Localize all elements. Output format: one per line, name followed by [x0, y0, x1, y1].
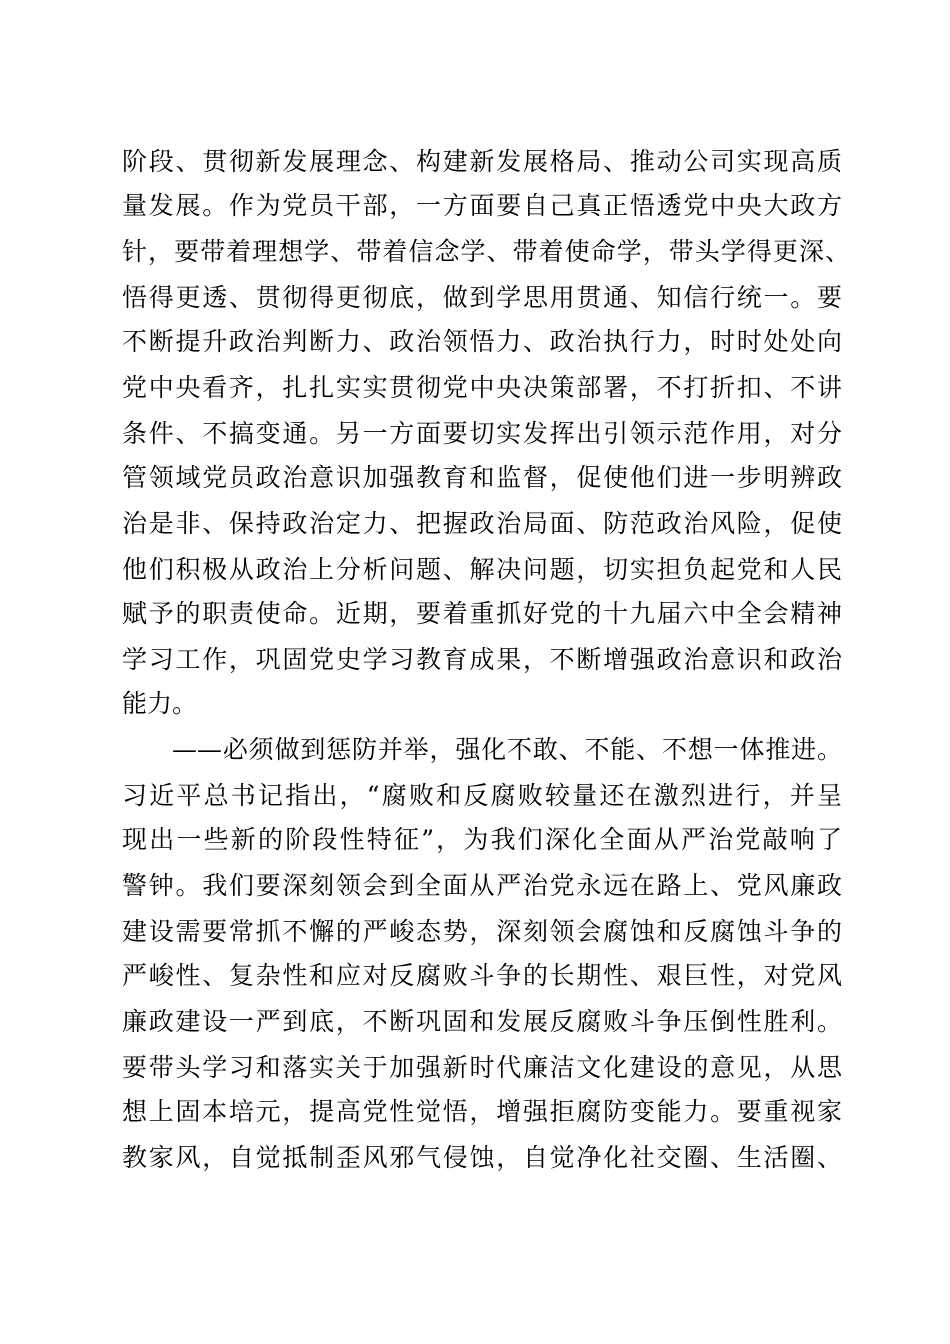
text-line: 管领域党员政治意识加强教育和监督，促使他们进一步明辨政 [122, 463, 842, 492]
text-line: 廉政建设一严到底，不断巩固和发展反腐败斗争压倒性胜利。 [122, 1007, 842, 1036]
text-line: 现出一些新的阶段性特征”，为我们深化全面从严治党敲响了 [122, 825, 842, 854]
text-line: 治是非、保持政治定力、把握政治局面、防范政治风险，促使 [122, 509, 842, 538]
section-heading-line: ——必须做到惩防并举，强化不敢、不能、不想一体推进。 [172, 735, 842, 764]
text-line: 警钟。我们要深刻领会到全面从严治党永远在路上、党风廉政 [122, 871, 842, 900]
text-line: 条件、不搞变通。另一方面要切实发挥出引领示范作用，对分 [122, 419, 842, 448]
text-line: 学习工作，巩固党史学习教育成果，不断增强政治意识和政治 [122, 645, 842, 674]
text-line: 习近平总书记指出，“腐败和反腐败较量还在激烈进行，并呈 [122, 781, 842, 810]
text-line: 想上固本培元，提高党性觉悟，增强拒腐防变能力。要重视家 [122, 1097, 842, 1126]
text-line: 不断提升政治判断力、政治领悟力、政治执行力，时时处处向 [122, 327, 842, 356]
text-line: 党中央看齐，扎扎实实贯彻党中央决策部署，不打折扣、不讲 [122, 373, 842, 402]
text-line: 能力。 [122, 689, 198, 718]
text-line: 要带头学习和落实关于加强新时代廉洁文化建设的意见，从思 [122, 1053, 842, 1082]
text-line: 悟得更透、贯彻得更彻底，做到学思用贯通、知信行统一。要 [122, 283, 842, 312]
text-line: 他们积极从政治上分析问题、解决问题，切实担负起党和人民 [122, 555, 842, 584]
text-line: 针，要带着理想学、带着信念学、带着使命学，带头学得更深、 [122, 237, 850, 266]
text-line: 赋予的职责使命。近期，要着重抓好党的十九届六中全会精神 [122, 599, 842, 628]
text-line: 量发展。作为党员干部，一方面要自己真正悟透党中央大政方 [122, 191, 842, 220]
text-line: 阶段、贯彻新发展理念、构建新发展格局、推动公司实现高质 [122, 147, 842, 176]
text-line: 教家风，自觉抵制歪风邪气侵蚀，自觉净化社交圈、生活圈、 [122, 1143, 842, 1172]
text-line: 严峻性、复杂性和应对反腐败斗争的长期性、艰巨性，对党风 [122, 961, 842, 990]
text-line: 建设需要常抓不懈的严峻态势，深刻领会腐蚀和反腐蚀斗争的 [122, 917, 842, 946]
